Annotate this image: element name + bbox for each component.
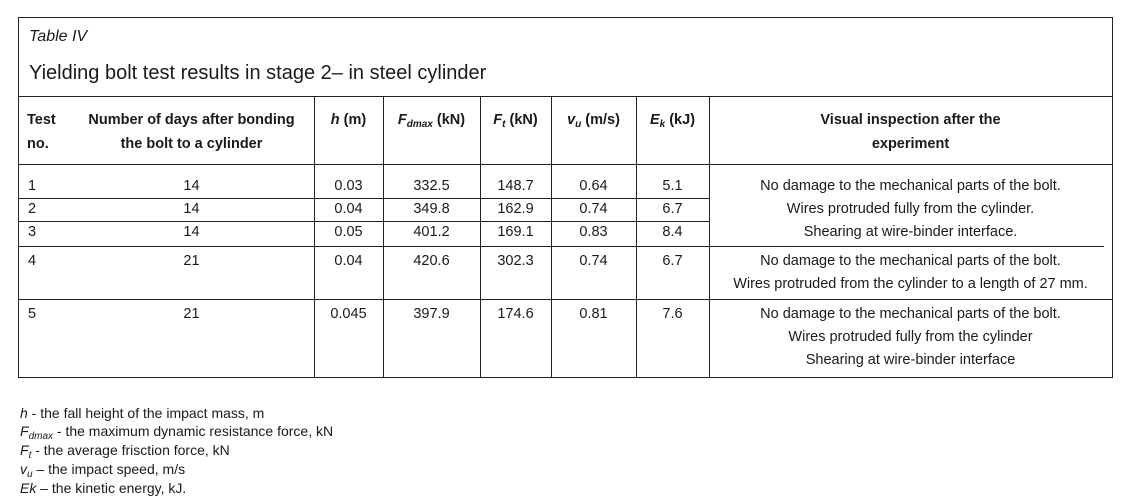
cell-days: 21 <box>183 253 200 269</box>
cell-fdmax: 401.2 <box>413 224 450 240</box>
table-title: Yielding bolt test results in stage 2– in steel cylinder <box>29 62 487 84</box>
cell-ft: 162.9 <box>497 201 534 217</box>
inspection-group-2: No damage to the mechanical parts of the bolt. Wires protruded from the cylinder to a length of 27 mm. <box>733 253 1088 292</box>
cell-test: 1 <box>28 178 37 194</box>
cell-days: 14 <box>183 224 200 240</box>
cell-vu: 0.83 <box>579 224 608 240</box>
cell-vu: 0.74 <box>579 201 608 217</box>
footnote-ek: Ek – the kinetic energy, kJ. <box>20 480 187 496</box>
inspection-group-3: No damage to the mechanical parts of the bolt. Wires protruded fully from the cylinder Shearing at wire-binder interface <box>760 306 1061 368</box>
cell-h: 0.04 <box>334 201 363 217</box>
cell-vu: 0.81 <box>579 306 608 322</box>
rule-header <box>19 164 1112 165</box>
cell-test: 3 <box>28 224 37 240</box>
cell-ek: 7.6 <box>662 306 683 322</box>
cell-h: 0.045 <box>330 306 367 322</box>
cell-days: 21 <box>183 306 200 322</box>
cell-ft: 169.1 <box>497 224 534 240</box>
cell-ek: 5.1 <box>662 178 683 194</box>
header-ek: $E_k$ (kJ) <box>649 112 696 130</box>
cell-fdmax: 349.8 <box>413 201 450 217</box>
cell-h: 0.04 <box>334 253 363 269</box>
header-vu: $v_u$ (m/s) <box>567 112 620 130</box>
rule-title <box>19 96 1112 97</box>
cell-h: 0.03 <box>334 178 363 194</box>
rule-group2 <box>19 299 1112 300</box>
rule-group1 <box>19 246 1104 247</box>
cell-fdmax: 332.5 <box>413 178 450 194</box>
table-caption: Table IV <box>29 28 88 45</box>
cell-ek: 6.7 <box>662 201 683 217</box>
cell-ek: 8.4 <box>662 224 683 240</box>
footnote-h: h - the fall height of the impact mass, m <box>20 405 265 421</box>
cell-ft: 174.6 <box>497 306 534 322</box>
cell-fdmax: 397.9 <box>413 306 450 322</box>
cell-h: 0.05 <box>334 224 363 240</box>
footnote-vu: $v_u$ – the impact speed, m/s <box>20 461 186 480</box>
cell-vu: 0.74 <box>579 253 608 269</box>
table-frame <box>18 17 1113 378</box>
cell-days: 14 <box>183 178 200 194</box>
cell-ft: 148.7 <box>497 178 534 194</box>
inspection-group-1: No damage to the mechanical parts of the bolt. Wires protruded fully from the cylinder. Shearing at wire-binder interface. <box>760 178 1061 240</box>
header-fdmax: $F_{dmax}$ (kN) <box>397 112 466 130</box>
cell-ft: 302.3 <box>497 253 534 269</box>
cell-vu: 0.64 <box>579 178 608 194</box>
cell-test: 5 <box>28 306 37 322</box>
cell-ek: 6.7 <box>662 253 683 269</box>
cell-days: 14 <box>183 201 200 217</box>
footnote-ft: $F_t$ - the average frisction force, kN <box>20 442 230 461</box>
cell-test: 2 <box>28 201 37 217</box>
footnote-fdmax: $F_{dmax}$ - the maximum dynamic resistance force, kN <box>20 423 334 442</box>
header-days: Number of days after bonding the bolt to a cylinder <box>88 112 295 152</box>
cell-fdmax: 420.6 <box>413 253 450 269</box>
header-h: h (m) <box>330 112 367 128</box>
cell-test: 4 <box>28 253 37 269</box>
header-test-no: Test no. <box>27 112 56 152</box>
header-ft: $F_t$ (kN) <box>493 112 538 130</box>
header-visual-inspection: Visual inspection after the experiment <box>820 112 1001 152</box>
